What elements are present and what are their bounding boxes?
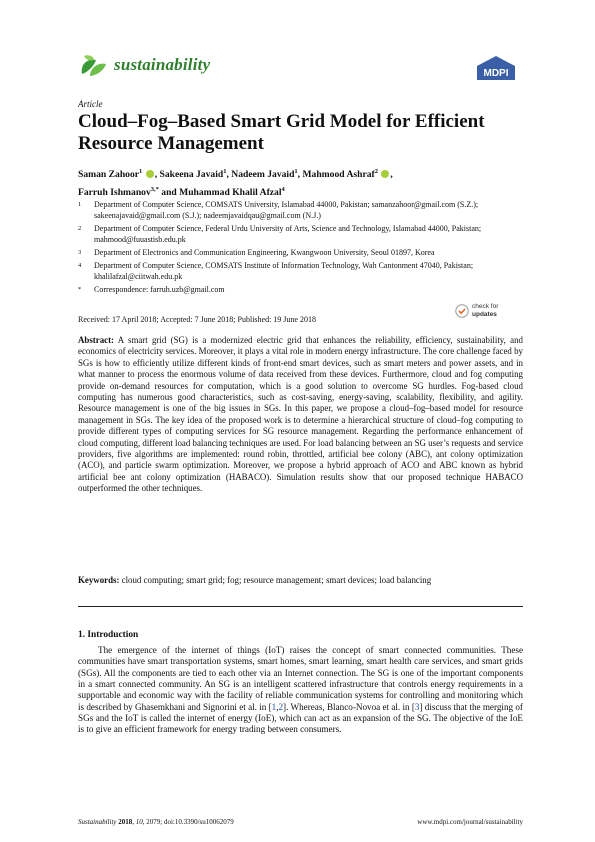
author-name[interactable]: Nadeem Javaid xyxy=(231,169,295,181)
body-text: , xyxy=(276,701,279,712)
journal-name: sustainability xyxy=(114,55,211,74)
footer-volume: 10 xyxy=(135,818,143,826)
affiliation-number: 3 xyxy=(78,249,82,256)
footer-doi: , 2079; doi:10.3390/su10062079 xyxy=(142,818,234,826)
affiliation-item xyxy=(78,247,523,258)
correspondence xyxy=(78,284,523,295)
abstract-label: Abstract: xyxy=(78,335,114,345)
orcid-icon[interactable] xyxy=(381,170,389,178)
author-separator: , xyxy=(154,169,160,181)
affiliation-number: 1 xyxy=(78,201,82,208)
affiliation-number: 2 xyxy=(78,225,82,232)
author-affiliation-ref: 1 xyxy=(294,168,298,175)
author-affiliation-ref: 1 xyxy=(139,168,143,175)
footer-journal: Sustainability xyxy=(78,818,117,826)
check-updates-label xyxy=(472,303,498,318)
author-line-1 xyxy=(78,164,523,182)
paper-title: Cloud–Fog–Based Smart Grid Model for Efficient Resource Management xyxy=(78,111,485,154)
check-updates-line1: check for xyxy=(472,303,499,310)
affiliation-text: Department of Computer Science, COMSATS Institute of Information Technology, Wah Cantonment 47040, Pakistan; khalilafzal@ciitwah.edu.pk xyxy=(94,260,474,281)
abstract xyxy=(78,335,523,495)
check-for-updates-badge[interactable] xyxy=(455,303,498,318)
affiliation-number: 4 xyxy=(78,261,82,269)
affiliation-text: Department of Computer Science, Federal Urdu University of Arts, Science and Technology, Islamabad 44000, Pakistan; mahmood@fuuastisb.edu.pk xyxy=(94,224,482,245)
article-type: Article xyxy=(78,99,103,109)
section-divider xyxy=(78,606,523,607)
keywords-label: Keywords: xyxy=(78,575,120,585)
publisher-logo xyxy=(475,55,517,86)
author-separator: , xyxy=(390,169,393,181)
body-text: The emergence of the internet of things (IoT) raises the concept of smart connected communities. These communities have smart transportation systems, smart homes, smart learning, smart health care services, and smart grids (SGs). All the components are tied to each other via an Internet connection. The SG is one of the important components in a smart connected community. An SG is an intelligent scattered infrastructure that controls energy requirements in a supportable and economic way with the facility of reliable communication systems for controlling and monitoring which is described by Ghasemkhani and Signorini et al. in [ xyxy=(78,645,523,712)
author-name[interactable]: Muhammad Khalil Afzal xyxy=(179,187,282,199)
publisher-name: MDPI xyxy=(483,68,509,79)
author-name[interactable]: Farruh Ishmanov xyxy=(78,187,151,199)
affiliation-text: Correspondence: farruh.uzb@gmail.com xyxy=(94,284,225,294)
author-affiliation-ref: 1 xyxy=(223,168,227,175)
keywords-text: cloud computing; smart grid; fog; resource management; smart devices; load balancing xyxy=(121,575,432,585)
author-name[interactable]: Saman Zahoor xyxy=(78,169,140,181)
affiliation-text: Department of Electronics and Communication Engineering, Kwangwoon University, Seoul 01897, Korea xyxy=(94,248,435,257)
citation-link[interactable]: 2 xyxy=(278,701,284,712)
journal-logo xyxy=(78,52,210,78)
mdpi-logo-icon xyxy=(475,55,517,81)
body-text: ] discuss that the merging of SGs and the IoT is called the internet of energy (IoE), which can act as an expansion of the SG. The objective of the IoE is to give an efficient framework for energy trading between consumers. xyxy=(78,701,523,735)
author-name[interactable]: Sakeena Javaid xyxy=(159,169,224,181)
leaf-logo-icon xyxy=(78,52,108,78)
author-affiliation-ref: 3,* xyxy=(150,186,159,194)
author-line-2 xyxy=(78,182,523,200)
affiliation-number: * xyxy=(78,285,82,293)
author-affiliation-ref: 2 xyxy=(374,168,378,175)
citation-link[interactable]: 3 xyxy=(414,701,420,712)
affiliation-item xyxy=(78,199,523,222)
affiliation-text: Department of Computer Science, COMSATS University, Islamabad 44000, Pakistan; samanzahoor@gmail.com (S.Z.); sakeenajavaid@gmail.com (S.J.); nadeemjavaidqau@gmail.com (N.J.) xyxy=(94,200,479,221)
author-separator: , xyxy=(226,169,232,181)
abstract-text: A smart grid (SG) is a modernized electric grid that enhances the reliability, efficiency, sustainability, and economics of electricity services. Moreover, it plays a vital role in modern energy infrastructure. The core challenge faced by SGs is how to efficiently utilize different kinds of front-end smart devices, such as smart meters and power assets, and in what manner to process the enormous volume of data received from these devices. Furthermore, cloud and fog computing provide on-demand resources for computation, which is a good solution to overcome SG hurdles. Fog-based cloud computing has numerous good characteristics, such as cost-saving, energy-saving, scalability, flexibility, and agility. Resource management is one of the big issues in SGs. In this paper, we propose a cloud–fog–based model for resource management in SGs. The key idea of the proposed work is to determine a hierarchical structure of cloud–fog computing to provide different types of computing services for SG resource management. Regarding the performance enhancement of cloud computing, different load balancing techniques are used. For load balancing between an SG user’s requests and service providers, five algorithms are implemented: round robin, throttled, artificial bee colony (ABC), ant colony optimization (ACO), and particle swarm optimization. Moreover, we propose a hybrid approach of ACO and ABC known as hybrid artificial bee ant colony optimization (HABACO). Simulation results show that our proposed technique HABACO outperformed the other techniques. xyxy=(78,335,523,494)
affiliation-item xyxy=(78,223,523,246)
footer-url[interactable]: www.mdpi.com/journal/sustainability xyxy=(417,818,523,826)
author-separator: and xyxy=(158,187,180,199)
affiliation-list xyxy=(78,199,523,296)
footer-year: 2018 xyxy=(118,818,133,826)
author-name[interactable]: Mahmood Ashraf xyxy=(302,169,375,181)
body-text: ]. Whereas, Blanco-Novoa et al. in [ xyxy=(283,701,415,712)
section-body xyxy=(78,645,523,736)
publication-dates: Received: 17 April 2018; Accepted: 7 June 2018; Published: 19 June 2018 xyxy=(78,315,316,324)
orcid-icon[interactable] xyxy=(146,170,154,178)
citation-link[interactable]: 1 xyxy=(271,701,277,712)
keywords xyxy=(78,575,523,586)
affiliation-item xyxy=(78,260,523,283)
author-separator: , xyxy=(297,169,303,181)
author-list xyxy=(78,164,523,200)
author-affiliation-ref: 4 xyxy=(281,186,285,194)
check-updates-line2: updates xyxy=(472,310,497,318)
footer-citation: Sustainability 2018, 10, 2079; doi:10.3390/su10062079 xyxy=(78,818,234,826)
section-heading: 1. Introduction xyxy=(78,630,139,640)
check-updates-icon xyxy=(455,304,469,318)
